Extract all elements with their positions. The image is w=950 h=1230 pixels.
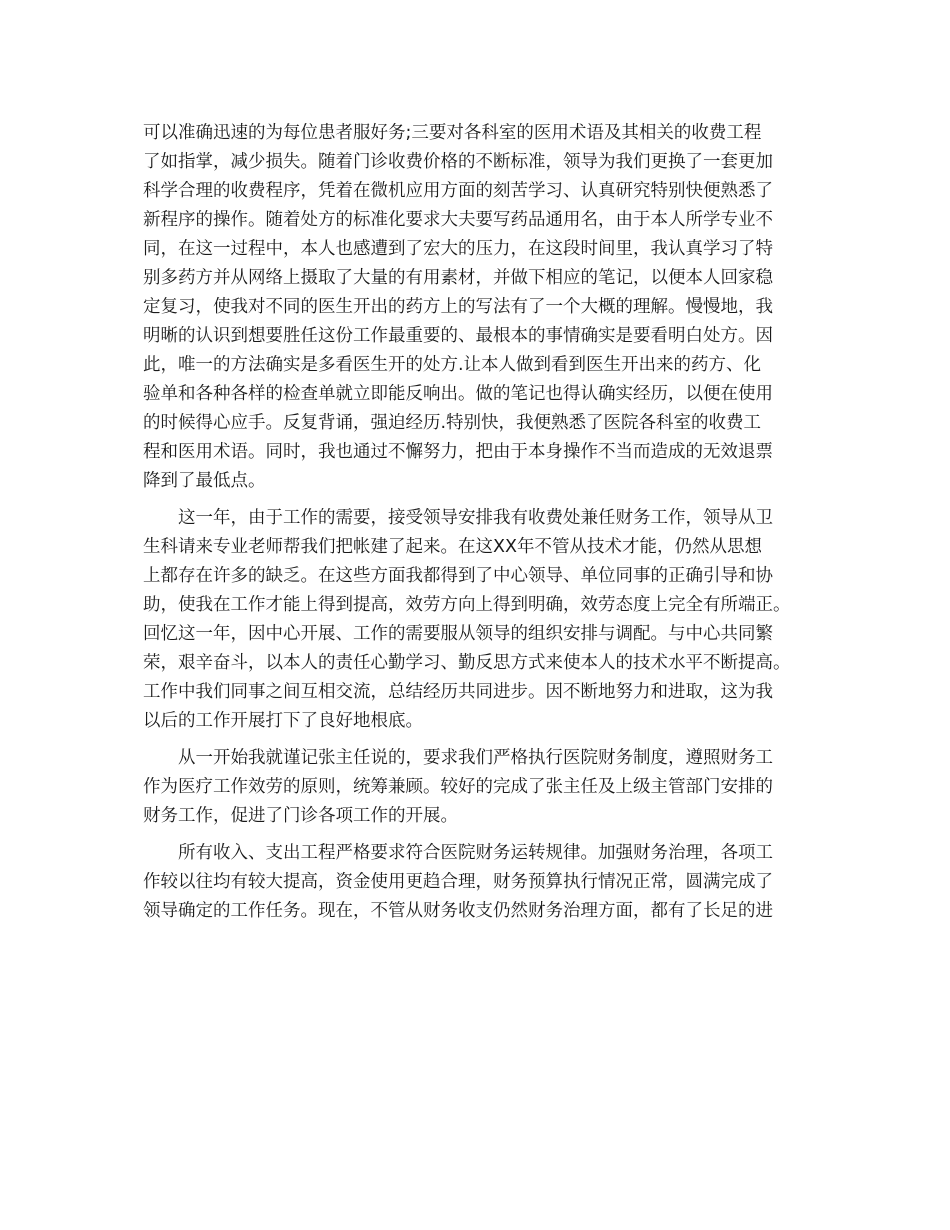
text-line: 此，唯一的方法确实是多看医生开的处方.让本人做到看到医生开出来的药方、化 xyxy=(143,355,762,375)
text-line: 生科请来专业老师帮我们把帐建了起来。在这XX年不管从技术才能，仍然从思想 xyxy=(143,537,762,557)
text-line: 同，在这一过程中，本人也感遭到了宏大的压力，在这段时间里，我认真学习了特 xyxy=(143,239,773,259)
text-line: 上都存在许多的缺乏。在这些方面我都得到了中心领导、单位同事的正确引导和协 xyxy=(143,566,773,586)
text-line: 作较以往均有较大提高，资金使用更趋合理，财务预算执行情况正常，圆满完成了 xyxy=(143,872,773,892)
text-line: 了如指掌，减少损失。随着门诊收费价格的不断标准，领导为我们更换了一套更加 xyxy=(143,152,773,172)
text-line: 回忆这一年，因中心开展、工作的需要服从领导的组织安排与调配。与中心共同繁 xyxy=(143,624,773,644)
text-line: 明晰的认识到想要胜任这份工作最重要的、最根本的事情确实是要看明白处方。因 xyxy=(143,326,773,346)
text-line: 从一开始我就谨记张主任说的，要求我们严格执行医院财务制度，遵照财务工 xyxy=(178,748,773,768)
text-line: 这一年，由于工作的需要，接受领导安排我有收费处兼任财务工作，领导从卫 xyxy=(178,508,773,528)
text-line: 新程序的操作。随着处方的标准化要求大夫要写药品通用名，由于本人所学专业不 xyxy=(143,210,773,230)
text-line: 的时候得心应手。反复背诵，强迫经历.特别快，我便熟悉了医院各科室的收费工 xyxy=(143,413,762,433)
text-line: 荣，艰辛奋斗，以本人的责任心勤学习、勤反思方式来使本人的技术水平不断提高。 xyxy=(143,653,791,673)
text-line: 程和医用术语。同时，我也通过不懈努力，把由于本身操作不当而造成的无效退票 xyxy=(143,442,773,462)
text-line: 工作中我们同事之间互相交流，总结经历共同进步。因不断地努力和进取，这为我 xyxy=(143,682,773,702)
text-line: 财务工作，促进了门诊各项工作的开展。 xyxy=(143,806,458,826)
text-line: 可以准确迅速的为每位患者服好务;三要对各科室的医用术语及其相关的收费工程 xyxy=(143,123,762,143)
paragraph xyxy=(143,504,823,736)
text-line: 验单和各种各样的检查单就立即能反响出。做的笔记也得认确实经历，以便在使用 xyxy=(143,384,773,404)
text-line: 以后的工作开展打下了良好地根底。 xyxy=(143,711,423,731)
text-line: 科学合理的收费程序，凭着在微机应用方面的刻苦学习、认真研究特别快便熟悉了 xyxy=(143,181,773,201)
paragraph xyxy=(143,744,823,831)
paragraph xyxy=(143,839,823,926)
text-line: 定复习，使我对不同的医生开出的药方上的写法有了一个大概的理解。慢慢地，我 xyxy=(143,297,773,317)
text-line: 降到了最低点。 xyxy=(143,471,266,491)
text-line: 别多药方并从网络上摄取了大量的有用素材，并做下相应的笔记，以便本人回家稳 xyxy=(143,268,773,288)
document-body xyxy=(143,119,823,926)
text-line: 作为医疗工作效劳的原则，统筹兼顾。较好的完成了张主任及上级主管部门安排的 xyxy=(143,777,773,797)
text-line: 所有收入、支出工程严格要求符合医院财务运转规律。加强财务治理，各项工 xyxy=(178,843,773,863)
text-line: 助，使我在工作才能上得到提高，效劳方向上得到明确，效劳态度上完全有所端正。 xyxy=(143,595,791,615)
paragraph xyxy=(143,119,823,496)
text-line: 领导确定的工作任务。现在，不管从财务收支仍然财务治理方面，都有了长足的进 xyxy=(143,901,773,921)
